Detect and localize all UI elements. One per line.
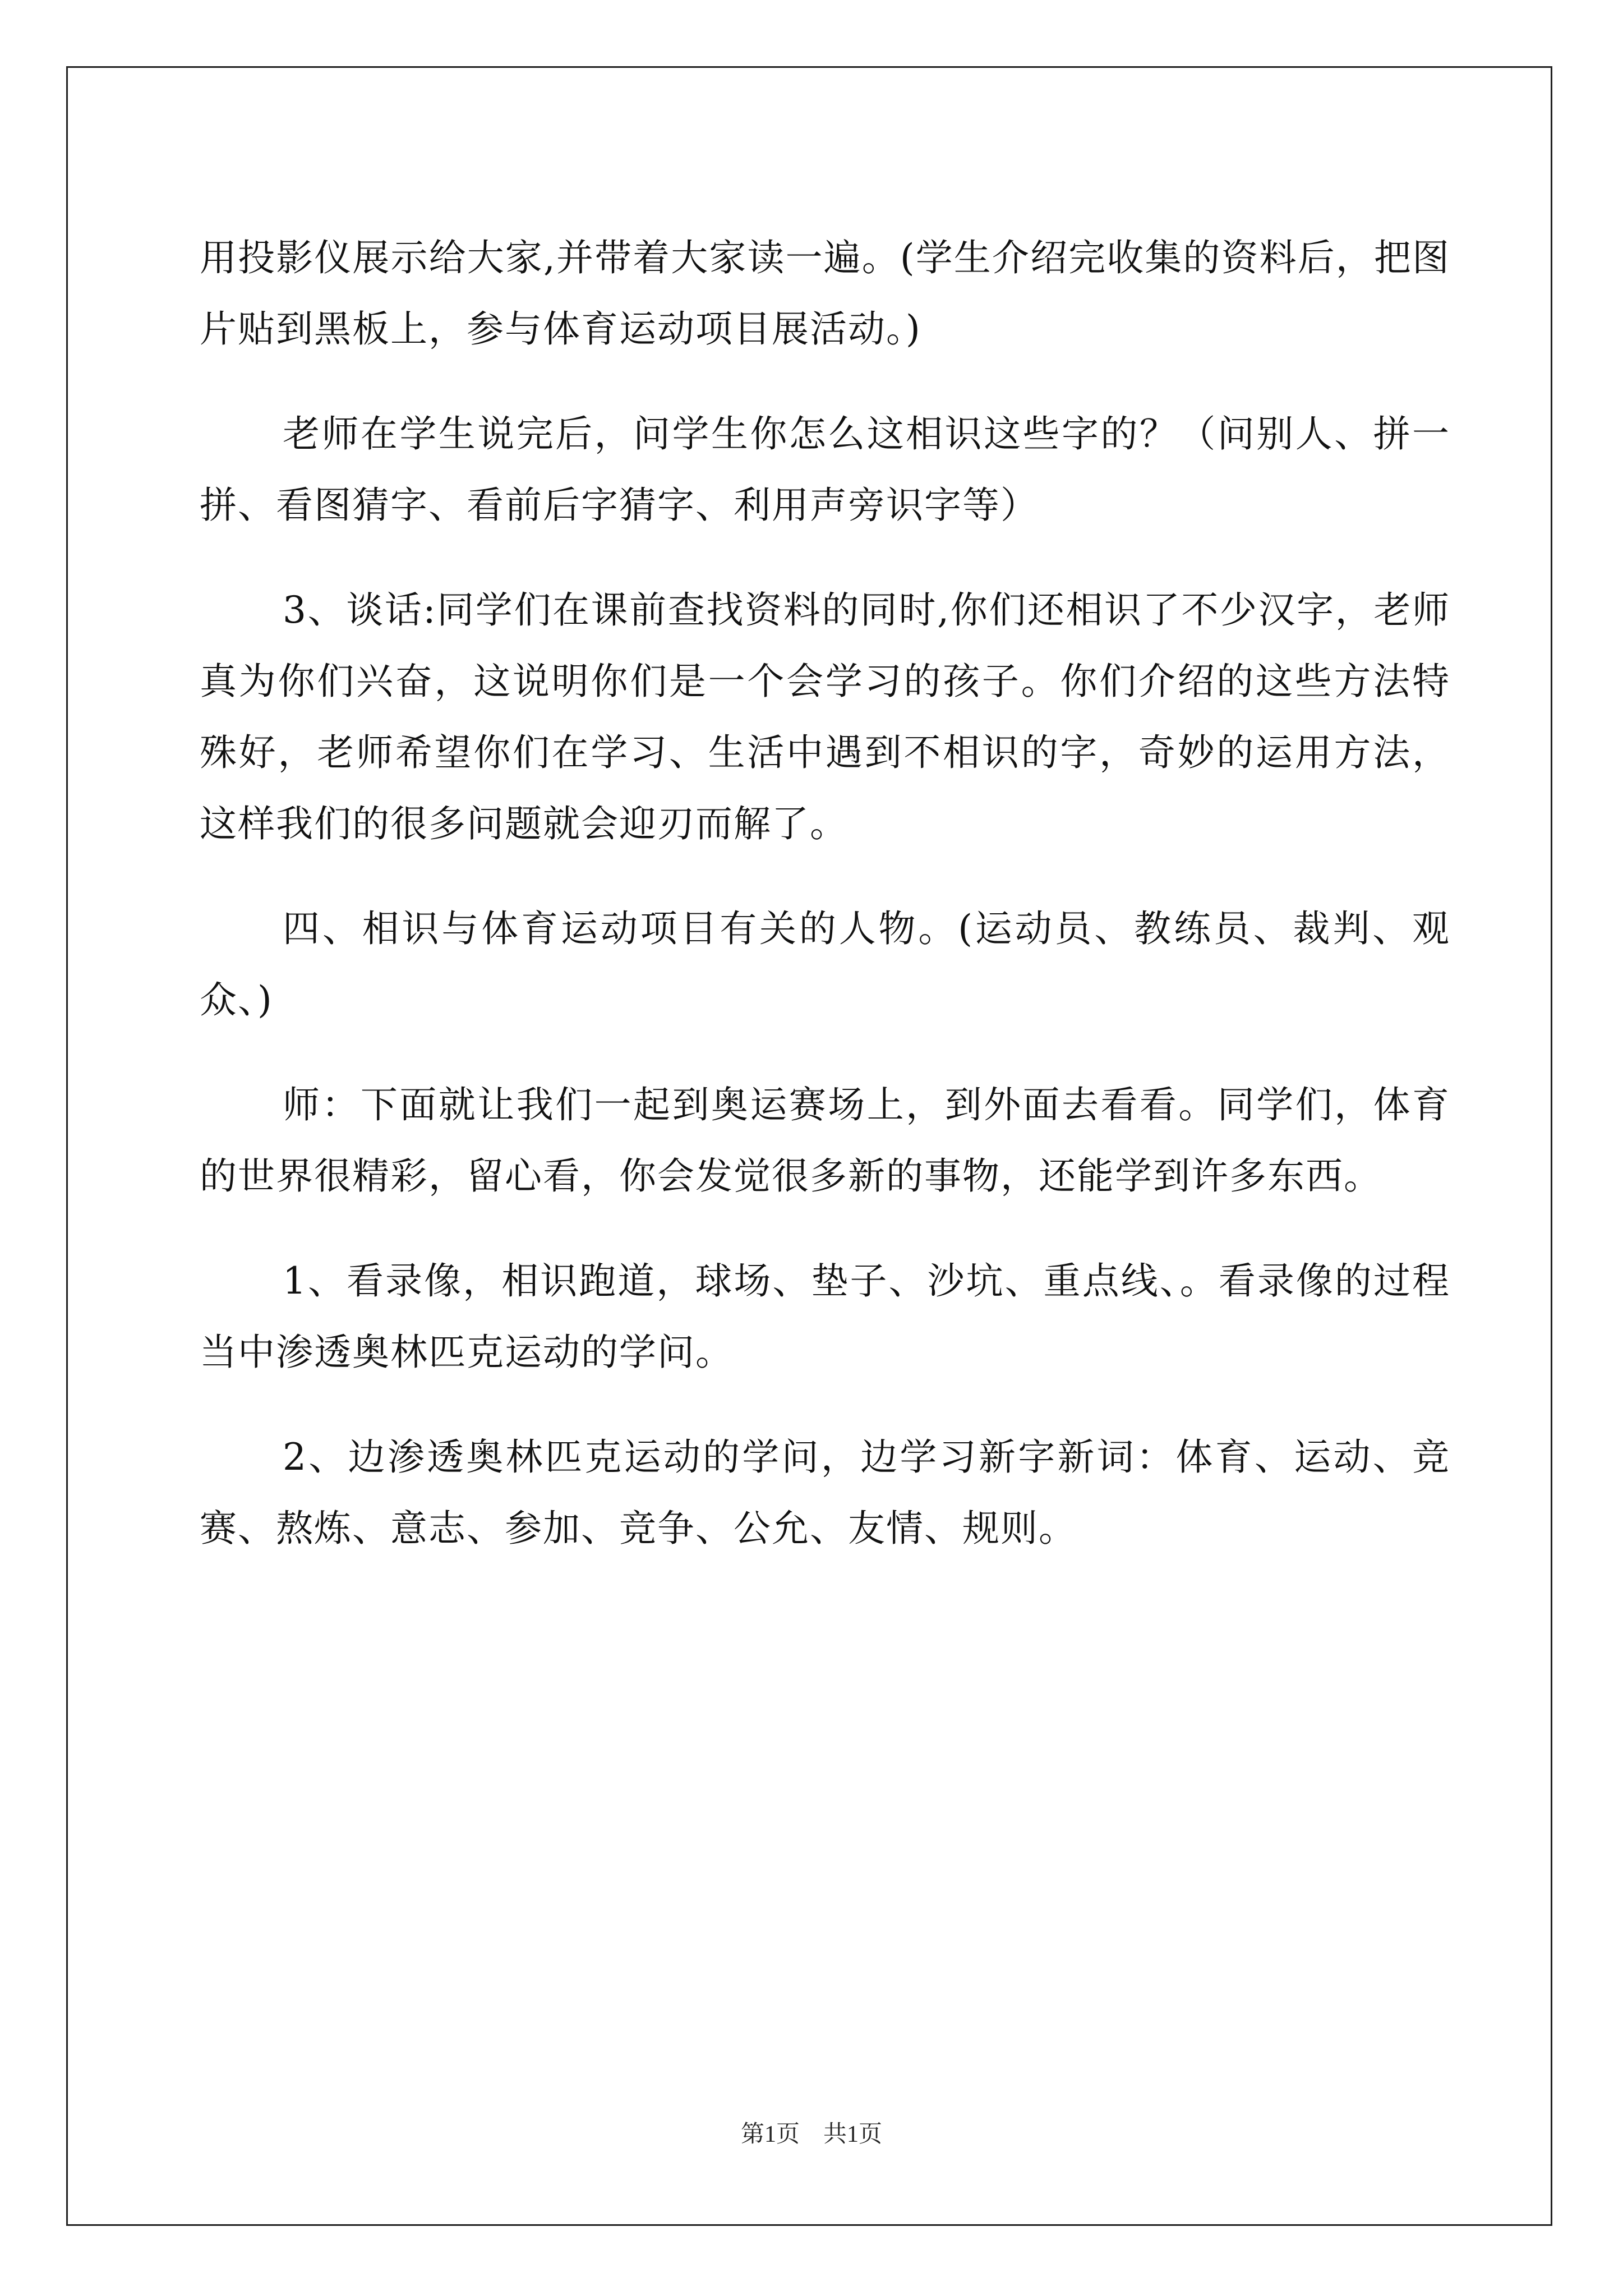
- page-number-footer: 第1页 共1页: [740, 2122, 882, 2147]
- paragraph-4: 四、相识与体育运动项目有关的人物。(运动员、教练员、裁判、观众、): [200, 907, 1450, 1022]
- paragraph-7: 2、边渗透奥林匹克运动的学问，边学习新字新词：体育、运动、竞赛、熬炼、意志、参加、竞争、公允、友情、规则。: [200, 1435, 1450, 1550]
- paragraph-6: 1、看录像，相识跑道，球场、垫子、沙坑、重点线、。看录像的过程当中渗透奥林匹克运动的学问。: [200, 1259, 1450, 1374]
- paragraph-5: 师：下面就让我们一起到奥运赛场上，到外面去看看。同学们，体育的世界很精彩，留心看，你会发觉很多新的事物，还能学到许多东西。: [200, 1083, 1450, 1198]
- paragraph-1: 用投影仪展示给大家,并带着大家读一遍。(学生介绍完收集的资料后，把图片贴到黑板上，参与体育运动项目展活动。): [200, 236, 1450, 351]
- document-body: [200, 222, 1450, 1598]
- paragraph-3: 3、谈话:同学们在课前查找资料的同时,你们还相识了不少汉字，老师真为你们兴奋，这说明你们是一个会学习的孩子。你们介绍的这些方法特殊好，老师希望你们在学习、生活中遇到不相识的字，奇妙的运用方法，这样我们的很多问题就会迎刃而解了。: [200, 588, 1450, 845]
- paragraph-2: 老师在学生说完后，问学生你怎么这相识这些字的？（问别人、拼一拼、看图猜字、看前后字猜字、利用声旁识字等）: [200, 412, 1450, 527]
